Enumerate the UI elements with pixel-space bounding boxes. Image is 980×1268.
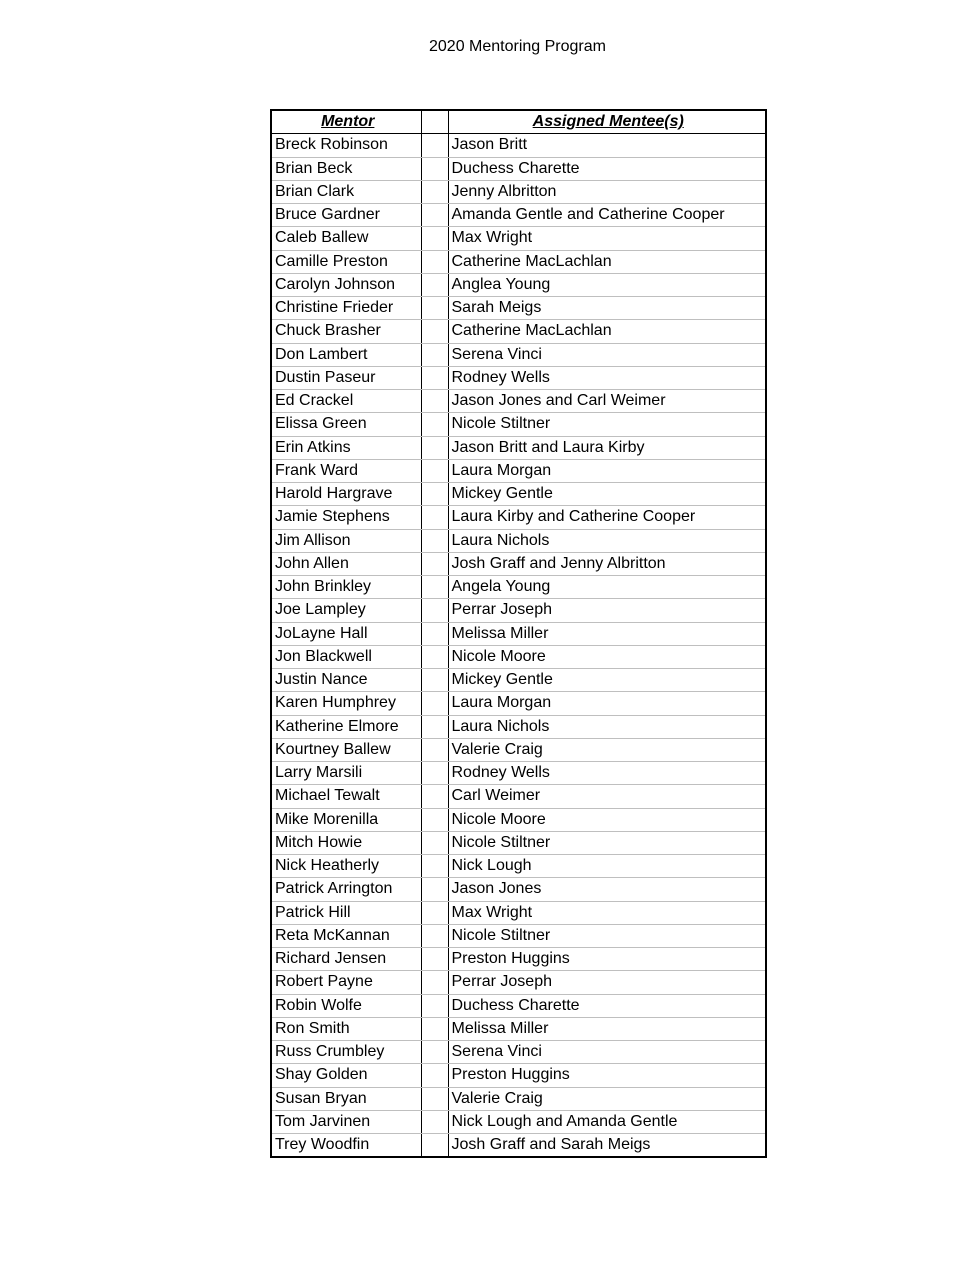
mentor-cell: Breck Robinson	[271, 134, 421, 157]
table-row	[271, 157, 766, 180]
mentee-cell: Valerie Craig	[448, 1087, 766, 1110]
mentor-cell: Brian Beck	[271, 157, 421, 180]
mentee-cell: Jason Jones and Carl Weimer	[448, 390, 766, 413]
table-row	[271, 738, 766, 761]
mentee-cell: Nick Lough and Amanda Gentle	[448, 1110, 766, 1133]
spacer-cell	[421, 924, 448, 947]
spacer-cell	[421, 971, 448, 994]
mentor-cell: Carolyn Johnson	[271, 273, 421, 296]
mentor-cell: Michael Tewalt	[271, 785, 421, 808]
spacer-cell	[421, 901, 448, 924]
table-row	[271, 762, 766, 785]
mentor-cell: Joe Lampley	[271, 599, 421, 622]
mentor-cell: Elissa Green	[271, 413, 421, 436]
spacer-cell	[421, 1087, 448, 1110]
mentor-cell: Caleb Ballew	[271, 227, 421, 250]
mentee-cell: Anglea Young	[448, 273, 766, 296]
spacer-cell	[421, 180, 448, 203]
mentee-cell: Melissa Miller	[448, 622, 766, 645]
mentee-cell: Nick Lough	[448, 855, 766, 878]
table-row	[271, 250, 766, 273]
mentee-cell: Nicole Stiltner	[448, 924, 766, 947]
mentor-cell: Erin Atkins	[271, 436, 421, 459]
mentor-cell: Bruce Gardner	[271, 204, 421, 227]
mentor-cell: Robert Payne	[271, 971, 421, 994]
table-row	[271, 924, 766, 947]
table-row	[271, 622, 766, 645]
mentor-cell: Patrick Arrington	[271, 878, 421, 901]
mentor-cell: Richard Jensen	[271, 948, 421, 971]
mentee-cell: Mickey Gentle	[448, 483, 766, 506]
mentor-cell: Dustin Paseur	[271, 366, 421, 389]
mentor-cell: John Brinkley	[271, 576, 421, 599]
table-row	[271, 1087, 766, 1110]
mentee-cell: Jason Britt	[448, 134, 766, 157]
spacer-cell	[421, 436, 448, 459]
spacer-cell	[421, 785, 448, 808]
spacer-cell	[421, 715, 448, 738]
mentee-cell: Amanda Gentle and Catherine Cooper	[448, 204, 766, 227]
table-row	[271, 576, 766, 599]
mentee-cell: Carl Weimer	[448, 785, 766, 808]
table-row	[271, 715, 766, 738]
mentor-cell: Trey Woodfin	[275, 1136, 370, 1154]
mentor-cell: Don Lambert	[271, 343, 421, 366]
mentor-cell: Harold Hargrave	[271, 483, 421, 506]
mentor-cell: Christine Frieder	[271, 297, 421, 320]
spacer-cell	[421, 645, 448, 668]
mentor-cell: Nick Heatherly	[271, 855, 421, 878]
spacer-cell	[421, 250, 448, 273]
mentor-cell: Russ Crumbley	[271, 1041, 421, 1064]
spacer-cell	[421, 366, 448, 389]
spacer-cell	[421, 1110, 448, 1133]
table-row	[271, 436, 766, 459]
table-row	[271, 878, 766, 901]
table-row	[271, 483, 766, 506]
spacer-cell	[421, 552, 448, 575]
mentee-cell: Preston Huggins	[448, 948, 766, 971]
mentor-cell: Susan Bryan	[271, 1087, 421, 1110]
spacer-cell	[421, 1017, 448, 1040]
spacer-cell	[421, 204, 448, 227]
mentee-cell: Jenny Albritton	[448, 180, 766, 203]
mentee-cell: Nicole Moore	[448, 808, 766, 831]
mentor-cell: Shay Golden	[271, 1064, 421, 1087]
mentee-cell: Preston Huggins	[448, 1064, 766, 1087]
mentee-cell: Laura Morgan	[448, 692, 766, 715]
spacer-cell	[421, 320, 448, 343]
table-row	[271, 994, 766, 1017]
table-row	[271, 366, 766, 389]
spacer-cell	[421, 273, 448, 296]
mentee-cell: Duchess Charette	[448, 994, 766, 1017]
mentee-cell: Serena Vinci	[448, 1041, 766, 1064]
table-row	[271, 785, 766, 808]
table-row	[271, 273, 766, 296]
table-row	[271, 180, 766, 203]
mentor-cell: Jamie Stephens	[271, 506, 421, 529]
mentee-cell: Laura Kirby and Catherine Cooper	[448, 506, 766, 529]
mentee-cell: Josh Graff and Jenny Albritton	[448, 552, 766, 575]
mentor-cell: Jim Allison	[271, 529, 421, 552]
mentee-cell: Perrar Joseph	[448, 971, 766, 994]
mentee-cell: Valerie Craig	[448, 738, 766, 761]
mentee-cell: Laura Nichols	[448, 715, 766, 738]
spacer-cell	[421, 529, 448, 552]
mentor-cell: Kourtney Ballew	[271, 738, 421, 761]
mentee-cell: Nicole Moore	[448, 645, 766, 668]
spacer-cell	[421, 1064, 448, 1087]
mentor-cell: Reta McKannan	[271, 924, 421, 947]
spacer-cell	[421, 157, 448, 180]
mentee-cell: Rodney Wells	[448, 762, 766, 785]
spacer-cell	[421, 855, 448, 878]
spacer-cell	[421, 831, 448, 854]
mentee-cell: Catherine MacLachlan	[448, 320, 766, 343]
spacer-cell	[421, 413, 448, 436]
mentor-cell: Mike Morenilla	[271, 808, 421, 831]
table-row	[271, 692, 766, 715]
spacer-cell	[421, 343, 448, 366]
mentee-cell: Jason Britt and Laura Kirby	[448, 436, 766, 459]
table-body	[271, 134, 766, 1158]
table-row	[271, 204, 766, 227]
table-row	[271, 669, 766, 692]
mentor-cell: Camille Preston	[271, 250, 421, 273]
mentee-cell: Rodney Wells	[448, 366, 766, 389]
table-row	[271, 1134, 766, 1158]
table-row	[271, 901, 766, 924]
mentor-cell: Tom Jarvinen	[271, 1110, 421, 1133]
mentee-cell: Angela Young	[448, 576, 766, 599]
mentor-cell: Justin Nance	[271, 669, 421, 692]
mentee-cell: Catherine MacLachlan	[448, 250, 766, 273]
spacer-cell	[421, 459, 448, 482]
table-row	[271, 1017, 766, 1040]
spacer-cell	[421, 738, 448, 761]
spacer-cell	[421, 622, 448, 645]
table-row	[271, 645, 766, 668]
table-row	[271, 413, 766, 436]
spacer-cell	[421, 762, 448, 785]
spacer-cell	[421, 483, 448, 506]
page-title: 2020 Mentoring Program	[429, 38, 606, 55]
table-row	[271, 948, 766, 971]
mentee-cell: Jason Jones	[448, 878, 766, 901]
mentor-cell: Frank Ward	[271, 459, 421, 482]
mentor-cell: Jon Blackwell	[271, 645, 421, 668]
mentee-cell: Melissa Miller	[448, 1017, 766, 1040]
table-row	[271, 1110, 766, 1133]
spacer-cell	[421, 134, 448, 157]
table-row	[271, 855, 766, 878]
table-row	[271, 1064, 766, 1087]
mentor-cell: Karen Humphrey	[271, 692, 421, 715]
mentor-cell: Ron Smith	[271, 1017, 421, 1040]
mentor-cell: John Allen	[271, 552, 421, 575]
mentee-cell: Nicole Stiltner	[448, 413, 766, 436]
mentee-cell: Sarah Meigs	[448, 297, 766, 320]
table-row	[271, 971, 766, 994]
table-row	[271, 297, 766, 320]
spacer-cell	[421, 669, 448, 692]
mentee-cell: Josh Graff and Sarah Meigs	[451, 1136, 651, 1154]
mentee-cell: Nicole Stiltner	[448, 831, 766, 854]
table-row	[271, 529, 766, 552]
table-row	[271, 227, 766, 250]
spacer-column-header	[421, 110, 448, 134]
spacer-cell	[421, 227, 448, 250]
mentor-cell: Robin Wolfe	[271, 994, 421, 1017]
mentor-cell: Brian Clark	[271, 180, 421, 203]
table-row	[271, 808, 766, 831]
spacer-cell	[421, 576, 448, 599]
mentee-cell: Mickey Gentle	[448, 669, 766, 692]
mentee-cell: Laura Nichols	[448, 529, 766, 552]
table-row	[271, 506, 766, 529]
mentor-cell: Katherine Elmore	[271, 715, 421, 738]
mentoring-table	[270, 109, 767, 1158]
mentee-cell: Serena Vinci	[448, 343, 766, 366]
spacer-cell	[421, 692, 448, 715]
mentor-cell: Patrick Hill	[271, 901, 421, 924]
table-row	[271, 831, 766, 854]
mentor-cell: JoLayne Hall	[271, 622, 421, 645]
mentor-cell: Ed Crackel	[271, 390, 421, 413]
mentee-cell: Max Wright	[448, 901, 766, 924]
mentee-cell: Laura Morgan	[448, 459, 766, 482]
spacer-cell	[421, 948, 448, 971]
table-row	[271, 134, 766, 157]
spacer-cell	[421, 506, 448, 529]
table-header-row	[271, 110, 766, 134]
mentor-cell: Mitch Howie	[271, 831, 421, 854]
table-row	[271, 343, 766, 366]
spacer-cell	[421, 994, 448, 1017]
table-row	[271, 459, 766, 482]
spacer-cell	[421, 1134, 448, 1158]
table-row	[271, 390, 766, 413]
table-row	[271, 1041, 766, 1064]
spacer-cell	[421, 878, 448, 901]
spacer-cell	[421, 297, 448, 320]
spacer-cell	[421, 599, 448, 622]
mentee-column-header: Assigned Mentee(s)	[448, 110, 766, 134]
mentor-cell: Larry Marsili	[271, 762, 421, 785]
spacer-cell	[421, 390, 448, 413]
table-row	[271, 552, 766, 575]
mentee-cell: Perrar Joseph	[448, 599, 766, 622]
spacer-cell	[421, 808, 448, 831]
mentee-cell: Max Wright	[448, 227, 766, 250]
table-row	[271, 320, 766, 343]
spacer-cell	[421, 1041, 448, 1064]
mentee-cell: Duchess Charette	[448, 157, 766, 180]
table-row	[271, 599, 766, 622]
mentor-cell: Chuck Brasher	[271, 320, 421, 343]
mentor-column-header: Mentor	[271, 110, 421, 134]
